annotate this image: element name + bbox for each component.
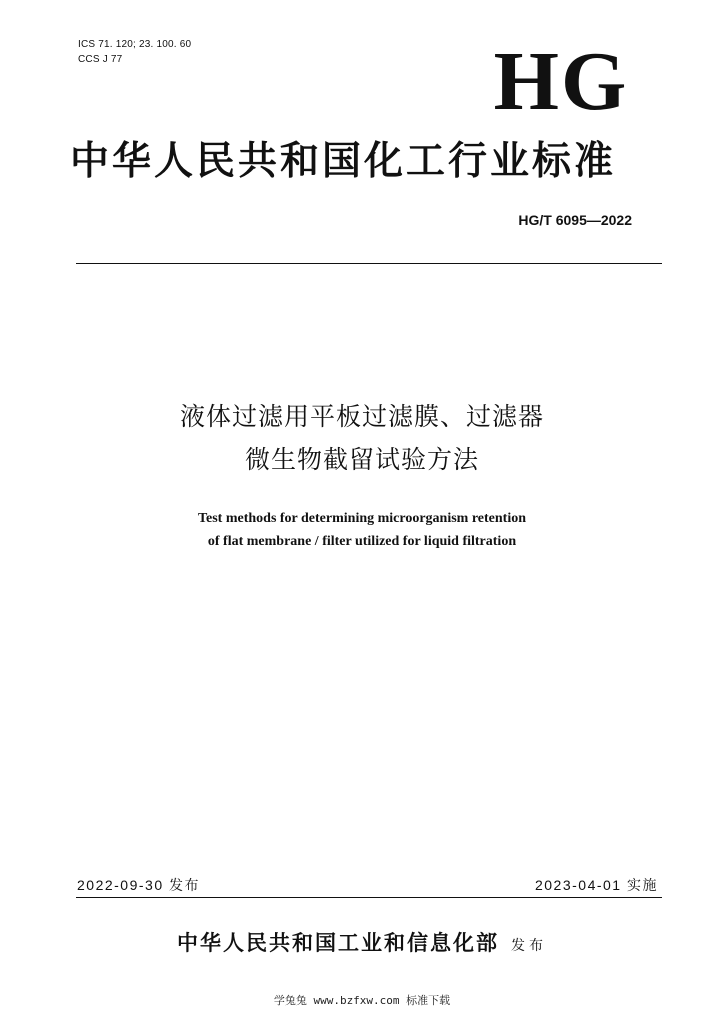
document-title-en-line2: of flat membrane / filter utilized for liquid filtration xyxy=(207,534,517,549)
document-title-cn-line1: 液体过滤用平板过滤膜、过滤器 xyxy=(179,402,544,431)
footer-divider xyxy=(76,897,662,898)
ics-code: ICS 71. 120; 23. 100. 60 xyxy=(78,39,192,50)
document-title-en-line1: Test methods for determining microorganism retention xyxy=(197,511,527,526)
ccs-code: CCS J 77 xyxy=(78,54,123,65)
standard-number: HG/T 6095—2022 xyxy=(518,212,632,228)
standard-category-title: 中华人民共和国化工行业标准 xyxy=(70,138,617,184)
download-watermark: 学兔兔 www.bzfxw.com 标准下载 xyxy=(273,994,451,1007)
document-title-cn-line2: 微生物截留试验方法 xyxy=(244,445,479,474)
implement-date: 2023-04-01 实施 xyxy=(534,877,658,893)
header-divider xyxy=(76,263,662,264)
publish-date: 2022-09-30 发布 xyxy=(77,877,201,893)
hg-logo: HG xyxy=(493,35,629,128)
issuing-authority xyxy=(0,929,724,960)
issuer-name: 中华人民共和国工业和信息化部 xyxy=(177,930,499,955)
issuer-action: 发布 xyxy=(511,938,547,954)
